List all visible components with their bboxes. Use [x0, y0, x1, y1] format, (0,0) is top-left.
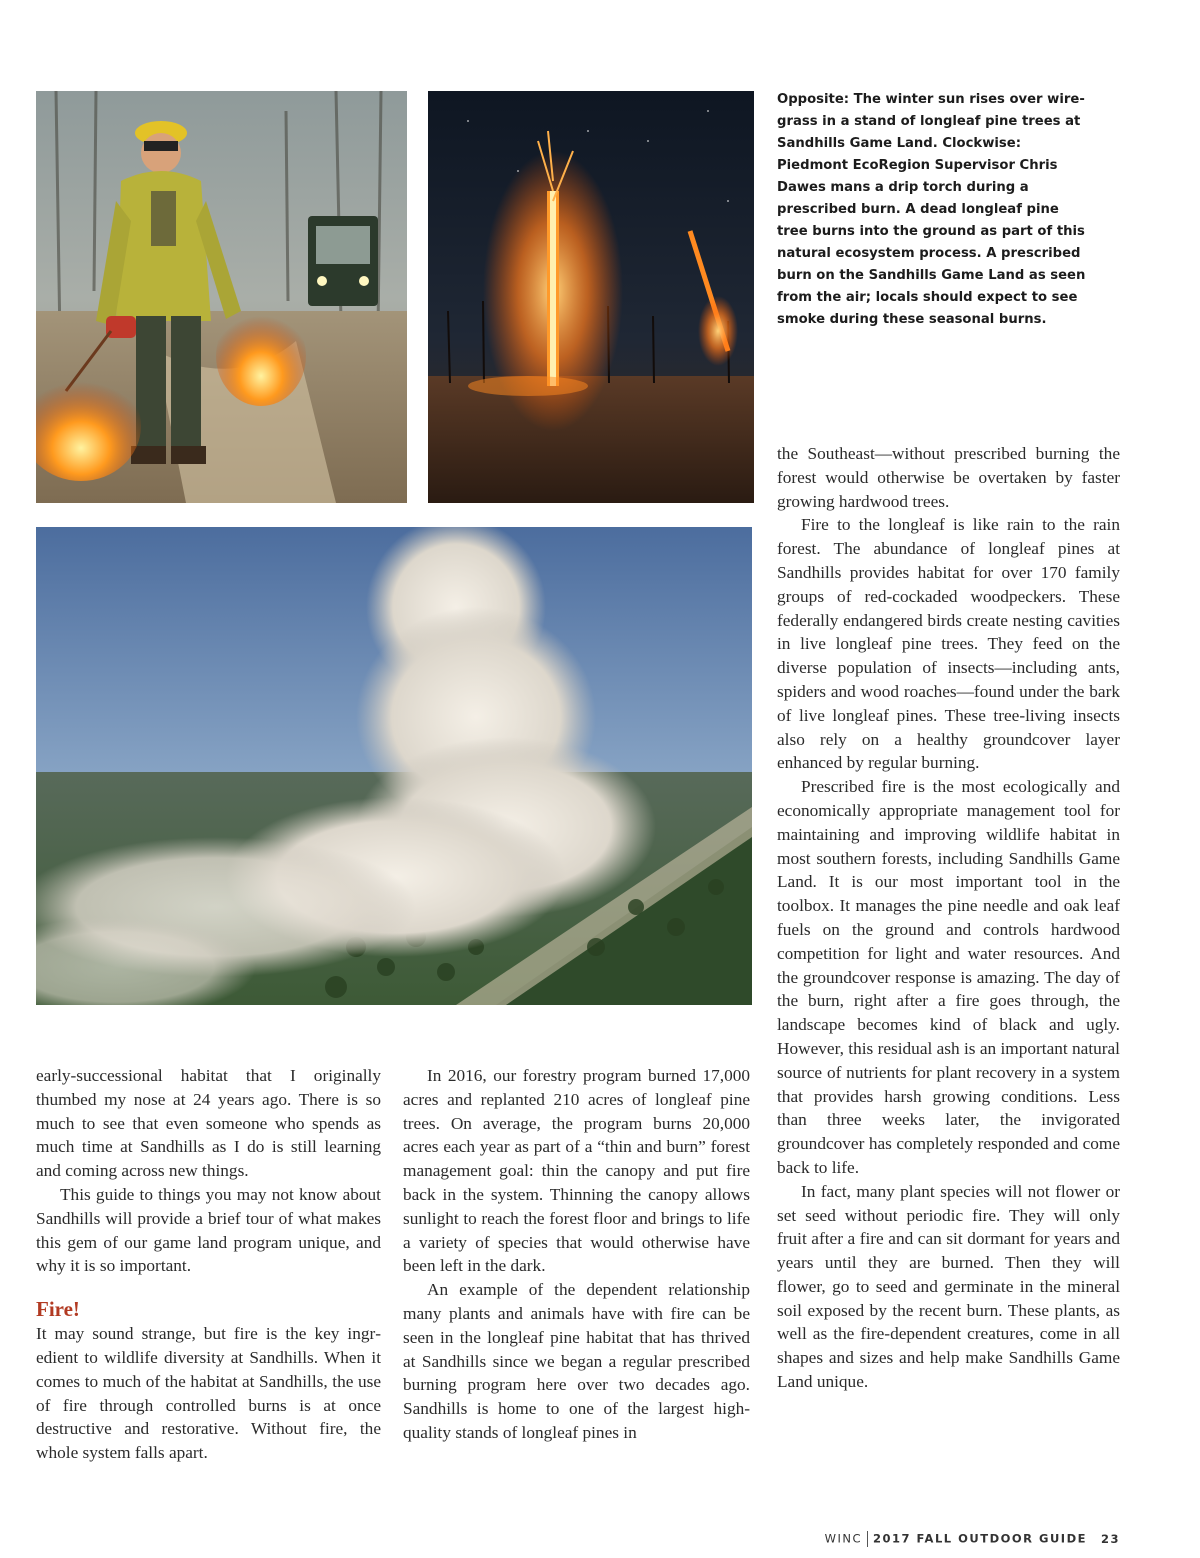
paragraph: It may sound strange, but fire is the key ingredient to wildlife diversity at Sandhills. When it comes to much of the habitat at Sandhills, the use of fire through controlled burns is at once destructive and restorative. Without fire, the whole system falls apart.: [36, 1324, 381, 1463]
paragraph: This guide to things you may not know about Sandhills will provide a brief tour of what makes this gem of our game land program unique, and why it is so important.: [36, 1184, 381, 1276]
paragraph: An example of the dependent relationship many plants and animals have with fire can be seen in the longleaf pine habitat that has thrived at Sandhills since we began a regular prescribed burning program here over two decades ago. Sandhills is home to one of the largest high-quality stands of longleaf pines in: [403, 1280, 750, 1442]
burning-dead-pine-photo: [428, 91, 754, 503]
paragraph: Fire to the longleaf is like rain to the rain forest. The abundance of longleaf pines at Sandhills provides habitat for over 170 family groups of red-cockaded woodpeckers. These federally endangered birds create nesting cavities in live longleaf pine trees. They feed on the diverse population of insects—including ants, spiders and wood roaches—found under the bark of live longleaf pines. These tree-living insects also rely on a healthy groundcover layer enhanced by regular burning.: [777, 515, 1120, 773]
paragraph: the Southeast—without prescribed burning the forest would otherwise be overtaken by faster growing hardwood trees.: [777, 444, 1120, 511]
footer-divider: [867, 1531, 868, 1547]
section-heading-fire: Fire!: [36, 1297, 80, 1322]
firefighter-with-drip-torch-photo: [36, 91, 407, 503]
article-column-2: [403, 1064, 750, 1445]
paragraph: Prescribed fire is the most ecologically and economically appropriate management tool for maintaining and improving wildlife habitat in most southern forests, including Sandhills Game Land. It is our most important tool in the toolbox. It manages the pine needle and oak leaf fuels on the ground and controls hardwood competition for light and water resources. And the groundcover response is amazing. The day of the burn, right after a fire goes through, the landscape becomes kind of black and ugly. However, this residual ash is an important natural source of nutrients for plant recovery in a system that provides harsh growing conditions. Less than three weeks later, the invigorated groundcover has completely responded and come back to life.: [777, 777, 1120, 1177]
photo-caption: Opposite: The winter sun rises over wiregrass in a stand of longleaf pine trees at Sandhills Game Land. Clockwise: Piedmont EcoRegion Supervisor Chris Dawes mans a drip torch during a prescribed burn. A dead longleaf pine tree burns into the ground as part of this natural ecosystem process. A prescribed burn on the Sandhills Game Land as seen from the air; locals should expect to see smoke during these seasonal burns.: [777, 92, 1086, 327]
page-number: 23: [1100, 1531, 1120, 1546]
article-column-3: [777, 442, 1120, 1394]
magazine-name: WINC: [824, 1531, 862, 1546]
paragraph: In fact, many plant species will not flower or set seed without periodic fire. They will only fruit after a fire and can sit dormant for years and years until they are burned. Then they will flower, go to seed and germinate in the mineral soil exposed by the recent burn. These plants, as well as the fire-dependent creatures, come in all shapes and sizes and help make Sandhills Game Land unique.: [777, 1181, 1120, 1392]
paragraph: In 2016, our forestry program burned 17,000 acres and replanted 210 acres of longleaf pine trees. On average, the program burns 20,000 acres each year as part of a “thin and burn” forest management goal: thin the canopy and put fire back in the system. Thinning the canopy allows sunlight to reach the forest floor and brings to life a variety of species that would otherwise have been left in the dark.: [403, 1066, 750, 1276]
aerial-prescribed-burn-photo: [36, 527, 752, 1005]
article-column-1: [36, 1064, 381, 1465]
paragraph: early-successional habitat that I originally thumbed my nose at 24 years ago. There is so much to see that even someone who spends as much time at Sandhills as I do is still learning and coming across new things.: [36, 1066, 381, 1181]
issue-title: 2017 FALL OUTDOOR GUIDE: [873, 1531, 1087, 1546]
page-footer: [825, 1531, 1120, 1547]
